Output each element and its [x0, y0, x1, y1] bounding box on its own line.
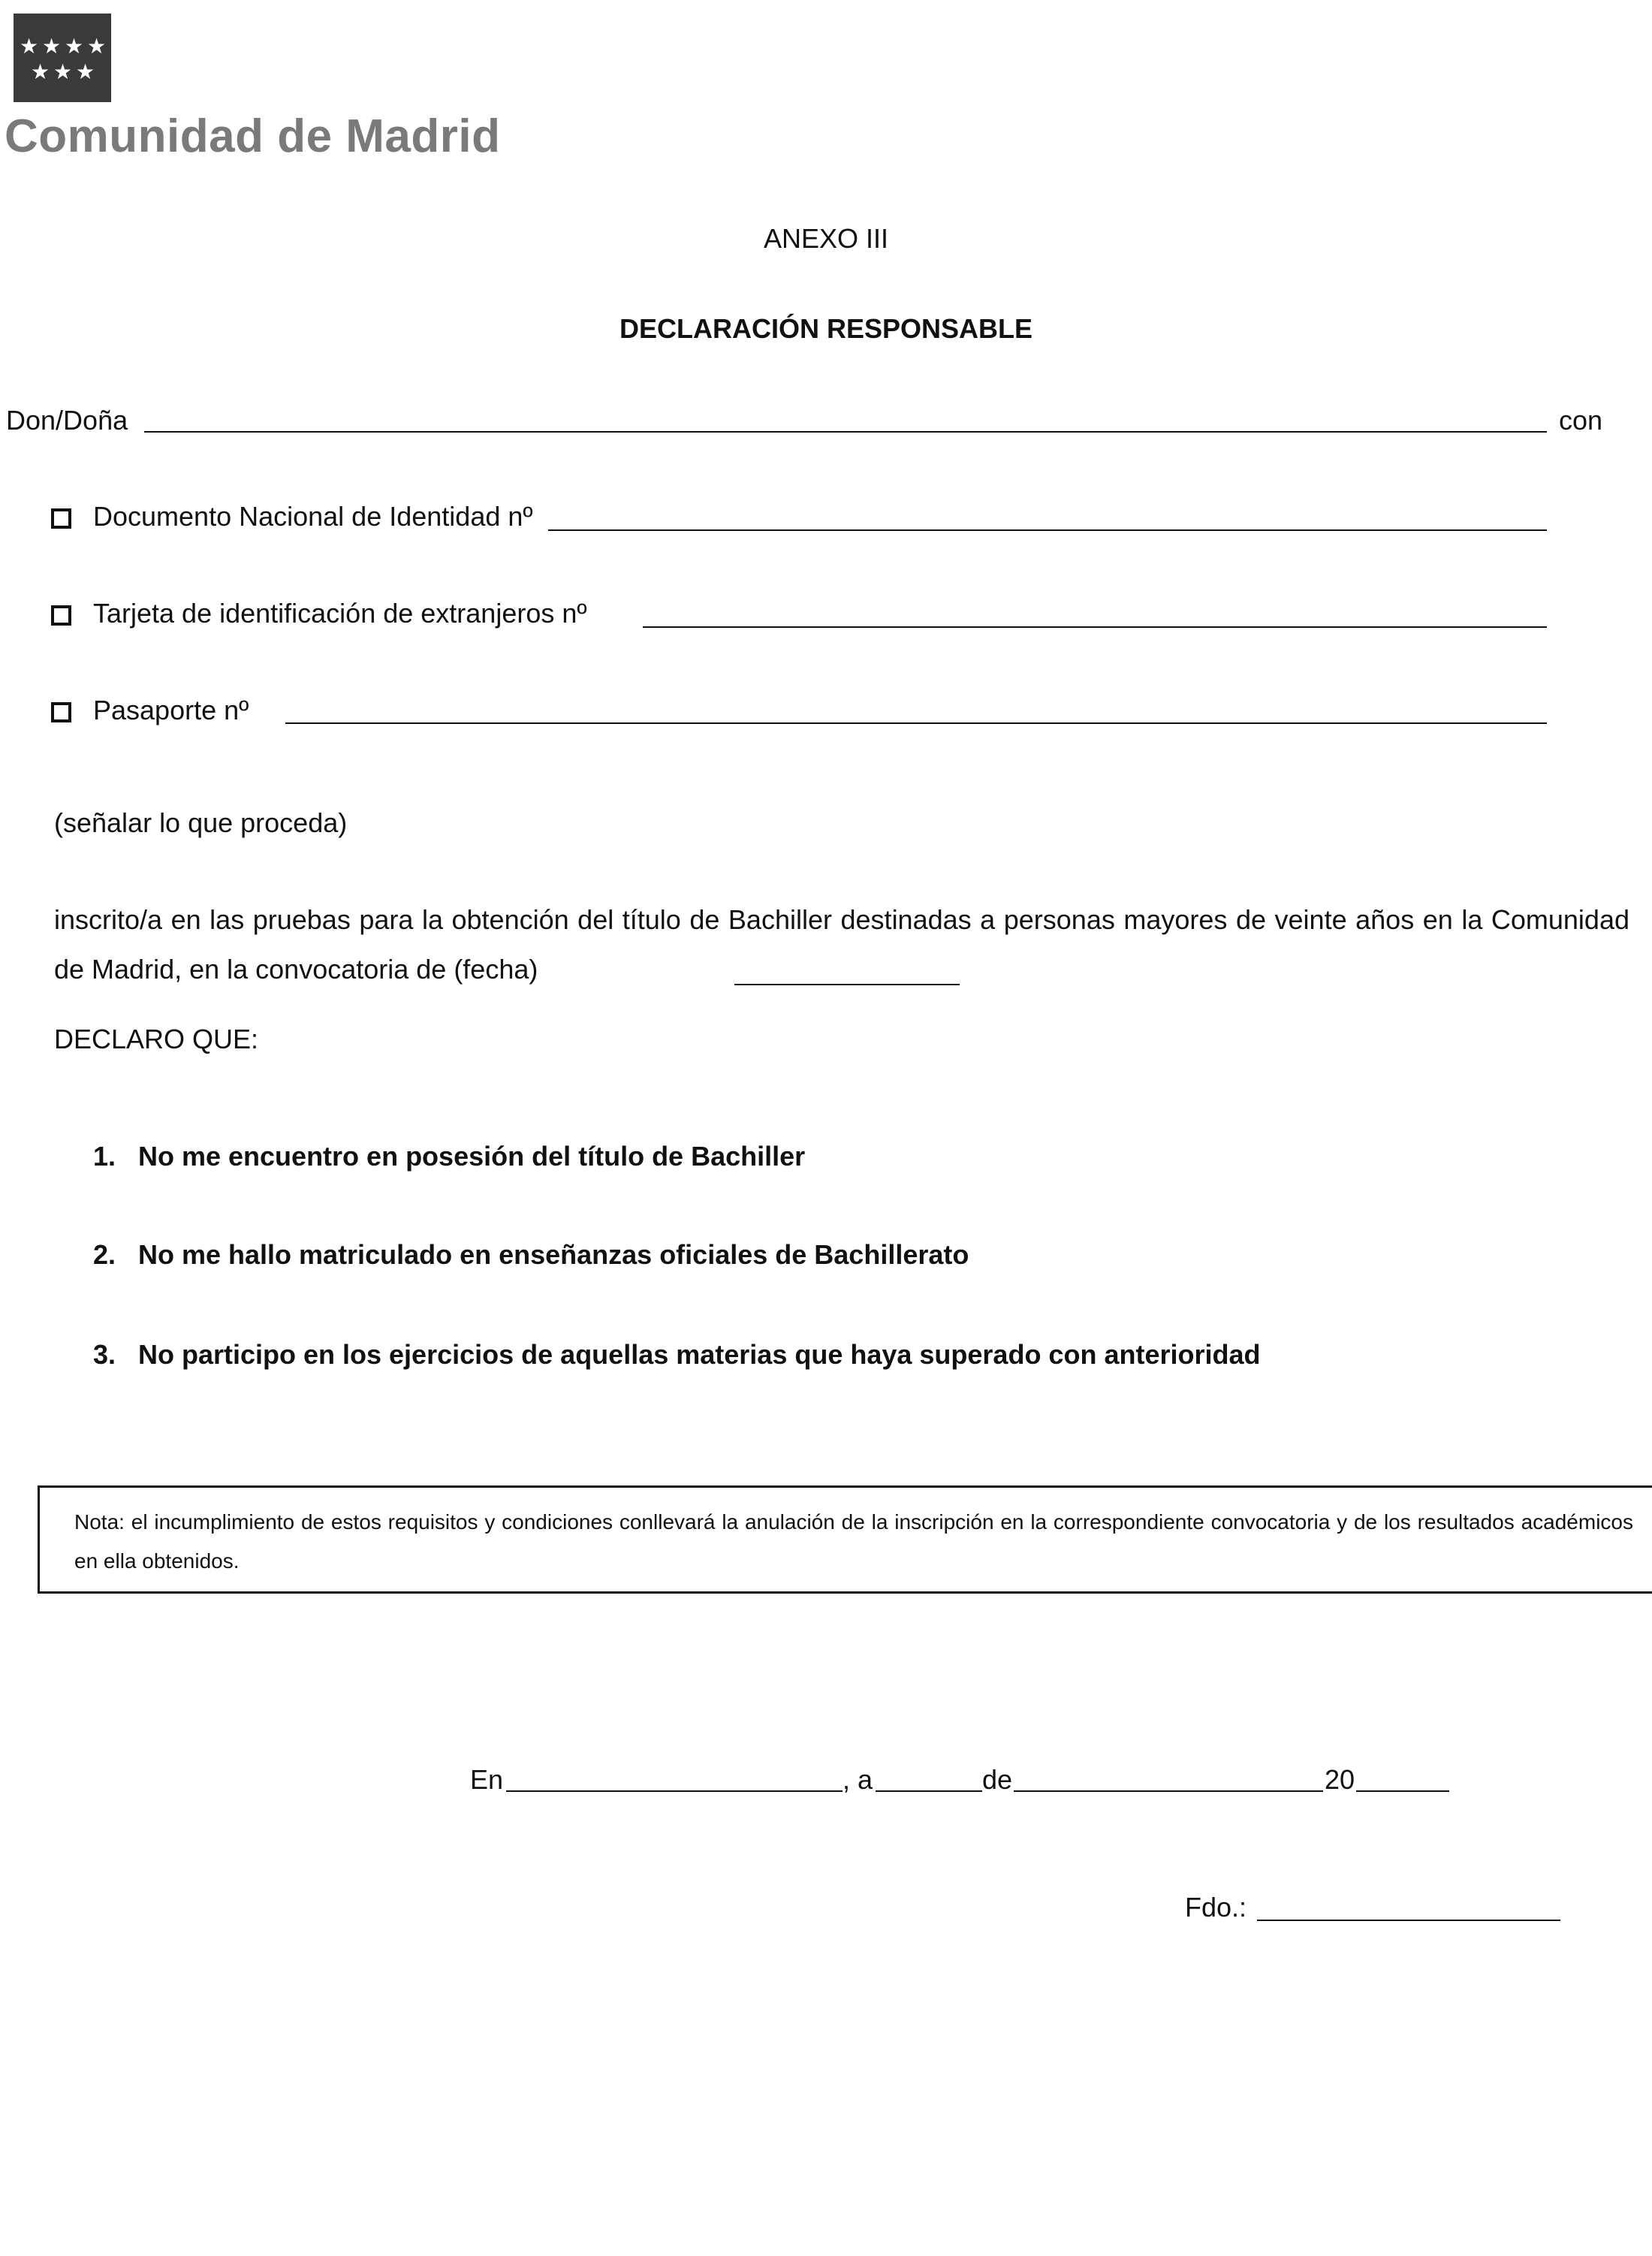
- place-label: En: [470, 1764, 504, 1795]
- star-icon: ★: [65, 35, 84, 58]
- dni-label: Documento Nacional de Identidad nº: [93, 501, 533, 532]
- dni-field[interactable]: [548, 529, 1547, 531]
- nota-text: Nota: el incumplimiento de estos requisitos y condiciones conllevará la anulación de la inscripción en la correspondiente convocatoria y de los resultados académicos en ella obtenidos.: [74, 1510, 1633, 1573]
- annex-title: ANEXO III: [763, 223, 889, 254]
- signature-field[interactable]: [1257, 1920, 1560, 1921]
- star-icon: ★: [87, 35, 107, 58]
- logo-emblem: [14, 14, 111, 102]
- name-field[interactable]: [144, 431, 1547, 433]
- dni-checkbox[interactable]: [51, 508, 71, 529]
- declaro-heading: DECLARO QUE:: [54, 1024, 259, 1054]
- date-de-label: de: [982, 1764, 1013, 1795]
- nie-label: Tarjeta de identificación de extranjeros nº: [93, 598, 587, 629]
- passport-checkbox[interactable]: [51, 702, 71, 722]
- passport-label: Pasaporte nº: [93, 695, 249, 725]
- passport-field[interactable]: [285, 722, 1547, 724]
- star-icon: ★: [20, 35, 39, 58]
- day-field[interactable]: [876, 1790, 982, 1792]
- declaration-number: 2.: [93, 1239, 116, 1270]
- select-instruction: (señalar lo que proceda): [54, 807, 348, 838]
- place-field[interactable]: [506, 1790, 843, 1792]
- declaration-text: No me encuentro en posesión del título de Bachiller: [138, 1141, 806, 1172]
- star-icon: ★: [53, 60, 73, 83]
- declaration-number: 1.: [93, 1141, 116, 1172]
- year-field[interactable]: [1356, 1790, 1449, 1792]
- declaration-text: No participo en los ejercicios de aquellas materias que haya superado con anterioridad: [138, 1339, 1261, 1370]
- nota-box: [38, 1485, 1652, 1594]
- star-icon: ★: [76, 60, 95, 83]
- month-field[interactable]: [1014, 1790, 1323, 1792]
- name-label: Don/Doña: [6, 405, 128, 436]
- star-icon: ★: [42, 35, 62, 58]
- document-title: DECLARACIÓN RESPONSABLE: [619, 313, 1033, 344]
- year-prefix: 20: [1325, 1764, 1355, 1795]
- date-a-label: , a: [843, 1764, 873, 1795]
- brand-name: Comunidad de Madrid: [5, 110, 501, 162]
- enrolment-paragraph: [54, 895, 1629, 994]
- convocatoria-date-field[interactable]: [734, 984, 960, 985]
- declaration-text: No me hallo matriculado en enseñanzas oficiales de Bachillerato: [138, 1239, 969, 1270]
- signed-label: Fdo.:: [1185, 1892, 1247, 1923]
- nie-field[interactable]: [643, 626, 1547, 628]
- declaration-number: 3.: [93, 1339, 116, 1370]
- star-icon: ★: [31, 60, 50, 83]
- name-suffix: con: [1559, 405, 1603, 436]
- enrolment-text: inscrito/a en las pruebas para la obtención del título de Bachiller destinadas a personas mayores de veinte años en la Comunidad de Madrid, en la convocatoria de (fecha): [54, 904, 1629, 985]
- nie-checkbox[interactable]: [51, 605, 71, 626]
